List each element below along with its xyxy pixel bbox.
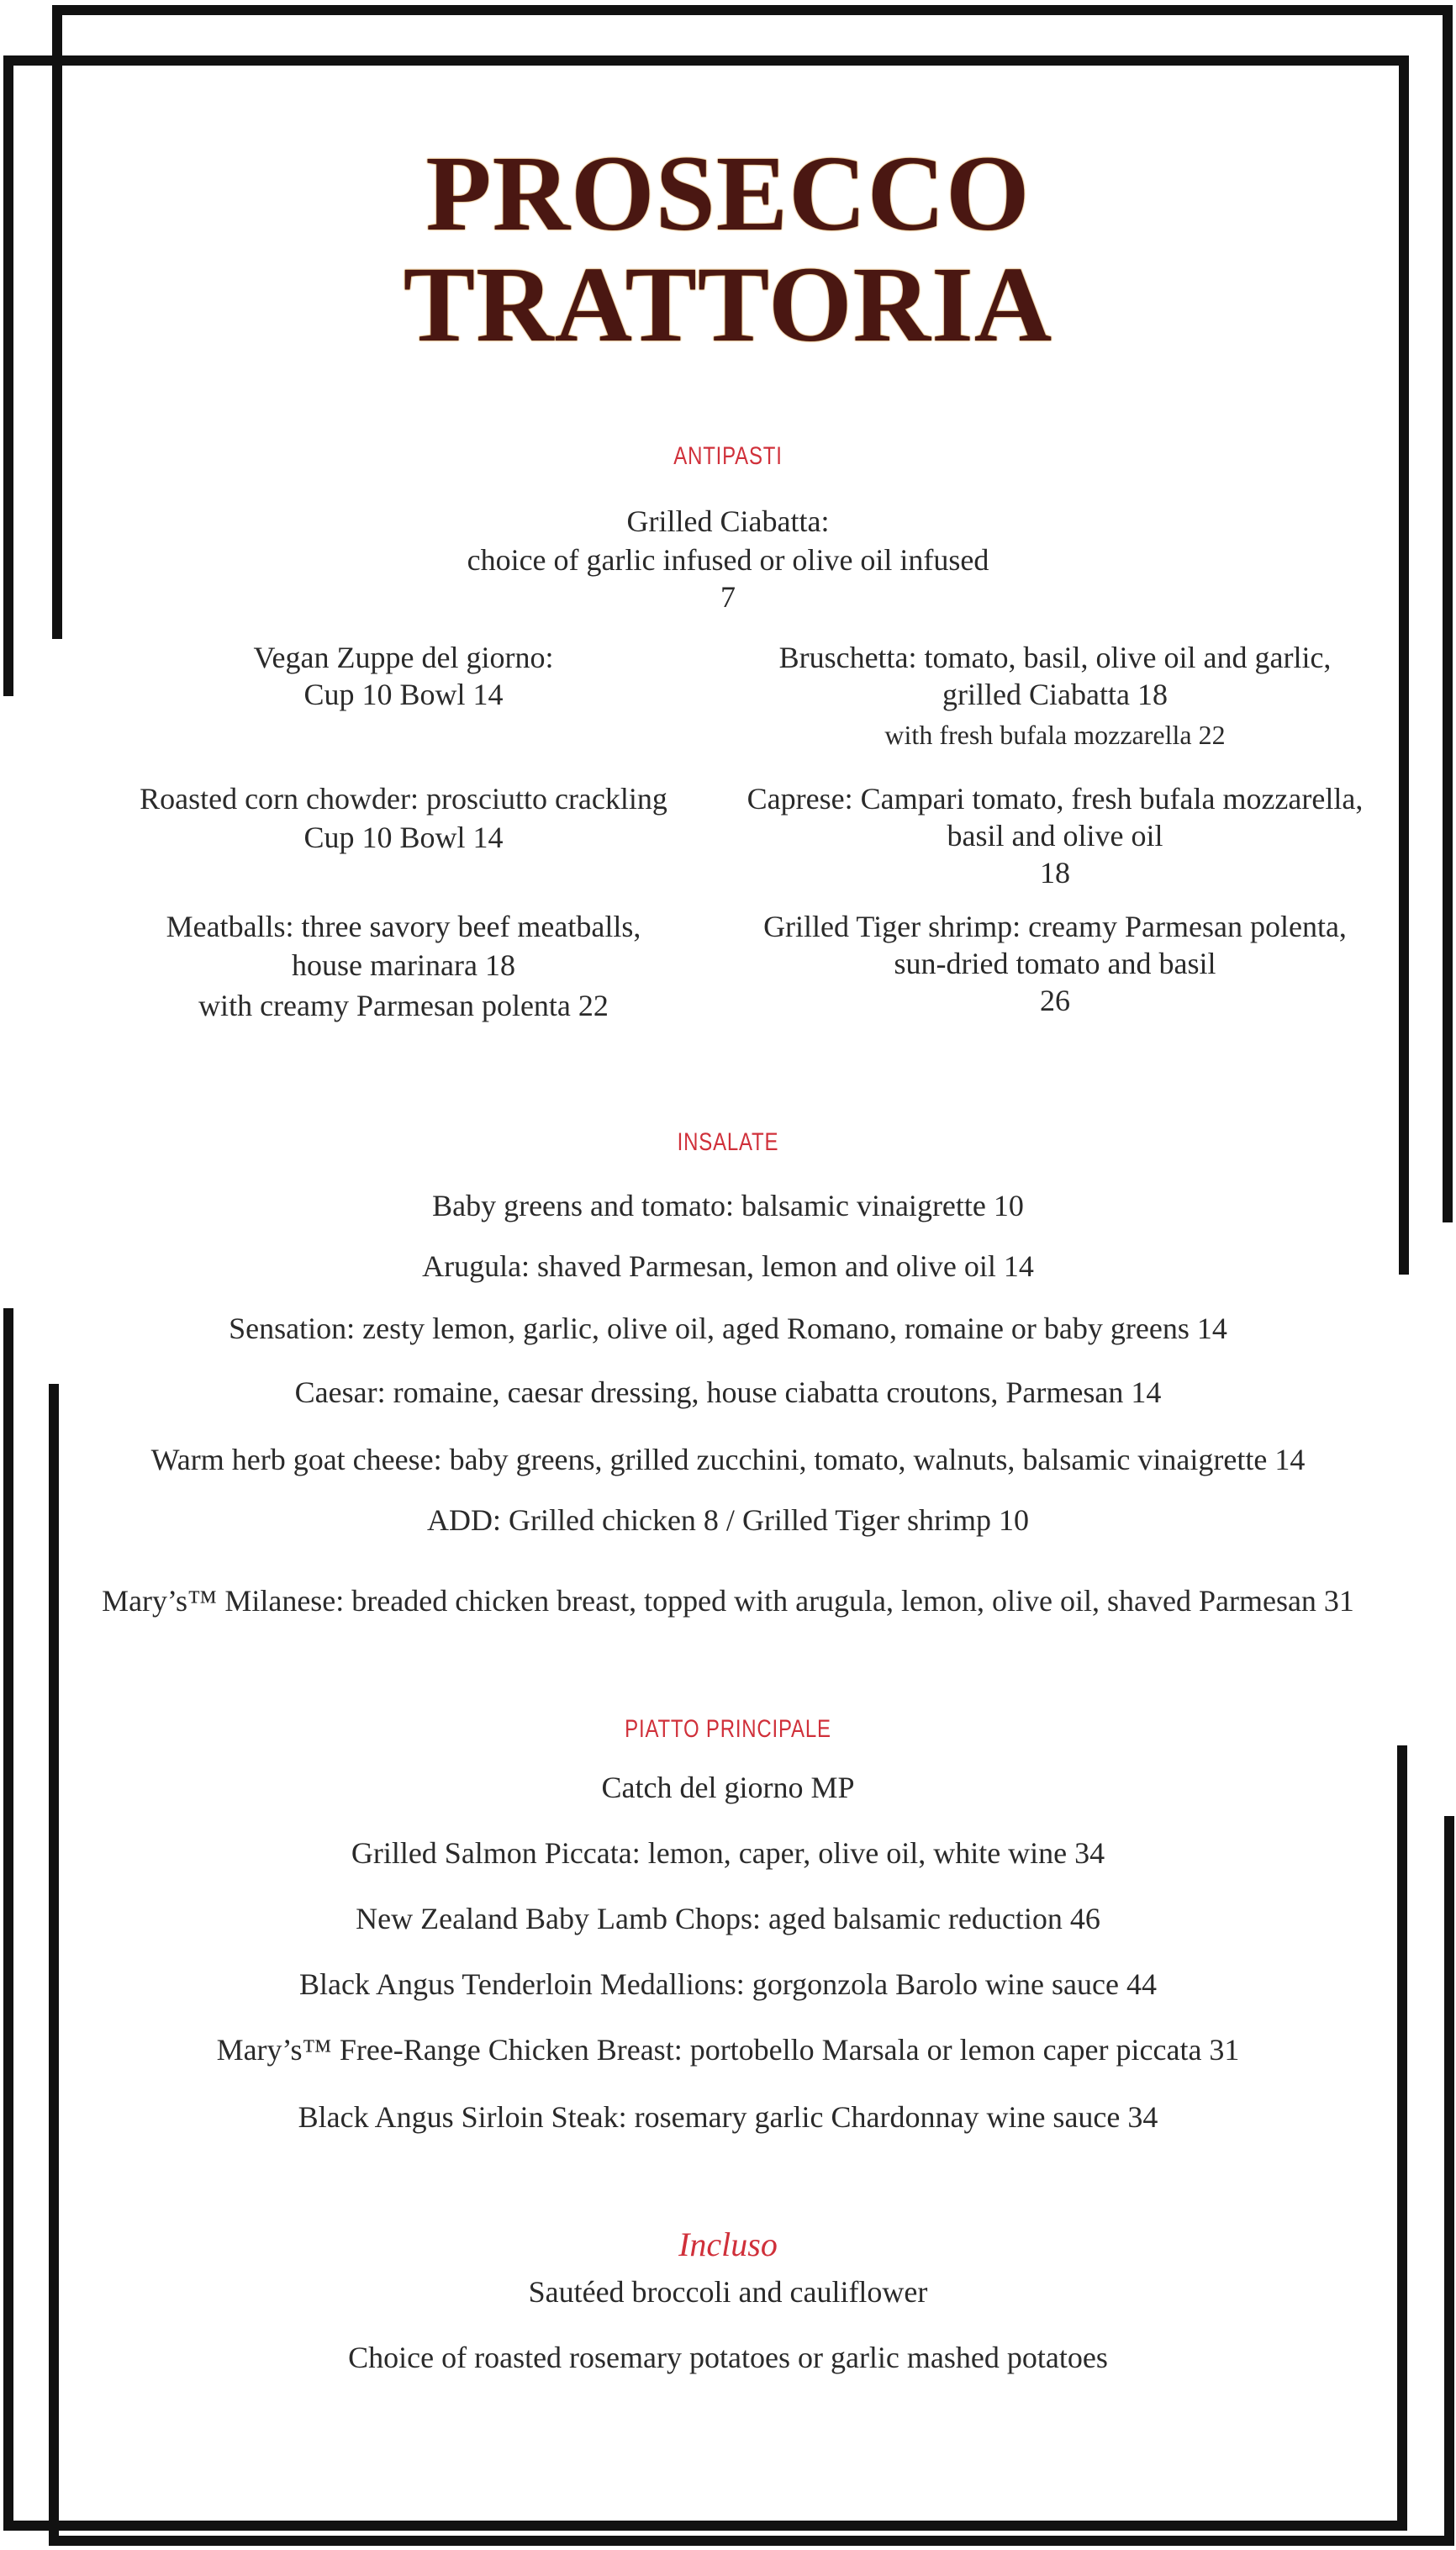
menu-item-line: Caprese: Campari tomato, fresh bufala mozzarella, <box>746 782 1364 816</box>
main-course-item: Catch del giorno MP <box>601 1771 855 1804</box>
menu-item-line: Vegan Zuppe del giorno: <box>253 641 554 674</box>
menu-item-price: 18 <box>1040 856 1070 890</box>
menu-item-line: grilled Ciabatta 18 <box>942 678 1168 711</box>
salad-item: Caesar: romaine, caesar dressing, house ciabatta croutons, Parmesan 14 <box>294 1375 1162 1409</box>
side-dish-item: Sautéed broccoli and cauliflower <box>528 2275 928 2309</box>
restaurant-title-line1: PROSECCO <box>425 134 1031 253</box>
menu-item-line: Cup 10 Bowl 14 <box>303 821 504 854</box>
menu-item-line: house marinara 18 <box>292 948 515 982</box>
main-course-item: Mary’s™ Free-Range Chicken Breast: portobello Marsala or lemon caper piccata 31 <box>216 2033 1240 2067</box>
salad-item: Arugula: shaved Parmesan, lemon and olive oil 14 <box>422 1249 1034 1283</box>
main-course-item: Black Angus Tenderloin Medallions: gorgonzola Barolo wine sauce 44 <box>299 1967 1157 2001</box>
menu-item-line: Meatballs: three savory beef meatballs, <box>166 910 641 943</box>
frame-line <box>49 2536 1454 2546</box>
salad-item: Warm herb goat cheese: baby greens, grilled zucchini, tomato, walnuts, balsamic vinaigrette 14 <box>150 1443 1306 1476</box>
main-course-item: New Zealand Baby Lamb Chops: aged balsamic reduction 46 <box>356 1902 1100 1935</box>
restaurant-title-line2: TRATTORIA <box>403 245 1053 364</box>
menu-item-line: Cup 10 Bowl 14 <box>303 678 504 711</box>
salad-add-on: ADD: Grilled chicken 8 / Grilled Tiger shrimp 10 <box>427 1503 1029 1537</box>
main-course-item: Black Angus Sirloin Steak: rosemary garlic Chardonnay wine sauce 34 <box>298 2100 1158 2134</box>
menu-item-line: Roasted corn chowder: prosciutto crackling <box>140 782 667 816</box>
insalate-heading: INSALATE <box>677 1128 779 1156</box>
salad-item: Mary’s™ Milanese: breaded chicken breast, topped with arugula, lemon, olive oil, shaved Parmesan 31 <box>102 1584 1354 1618</box>
menu-item-price: 26 <box>1040 984 1070 1017</box>
menu-item-line: basil and olive oil <box>947 819 1163 853</box>
incluso-heading: Incluso <box>678 2225 778 2263</box>
menu-item-line: choice of garlic infused or olive oil infused <box>467 543 989 577</box>
side-dish-item: Choice of roasted rosemary potatoes or garlic mashed potatoes <box>348 2341 1108 2374</box>
menu-item-line: with creamy Parmesan polenta 22 <box>198 989 609 1022</box>
main-course-item: Grilled Salmon Piccata: lemon, caper, olive oil, white wine 34 <box>351 1836 1105 1870</box>
antipasti-heading: ANTIPASTI <box>673 442 783 470</box>
menu-item-line: sun-dried tomato and basil <box>894 947 1216 980</box>
salad-item: Baby greens and tomato: balsamic vinaigrette 10 <box>432 1189 1024 1222</box>
frame-line <box>3 55 1409 66</box>
salad-item: Sensation: zesty lemon, garlic, olive oil, aged Romano, romaine or baby greens 14 <box>229 1312 1227 1345</box>
frame-line <box>52 5 1448 15</box>
menu-item-line: Grilled Tiger shrimp: creamy Parmesan polenta, <box>763 910 1347 943</box>
menu-item-line: Bruschetta: tomato, basil, olive oil and garlic, <box>778 641 1332 674</box>
menu-item-line: with fresh bufala mozzarella 22 <box>884 720 1226 750</box>
menu-item-price: 7 <box>720 580 736 614</box>
menu-item-line: Grilled Ciabatta: <box>626 504 830 538</box>
frame-line <box>3 2521 1407 2531</box>
piatto-principale-heading: PIATTO PRINCIPALE <box>625 1715 831 1743</box>
